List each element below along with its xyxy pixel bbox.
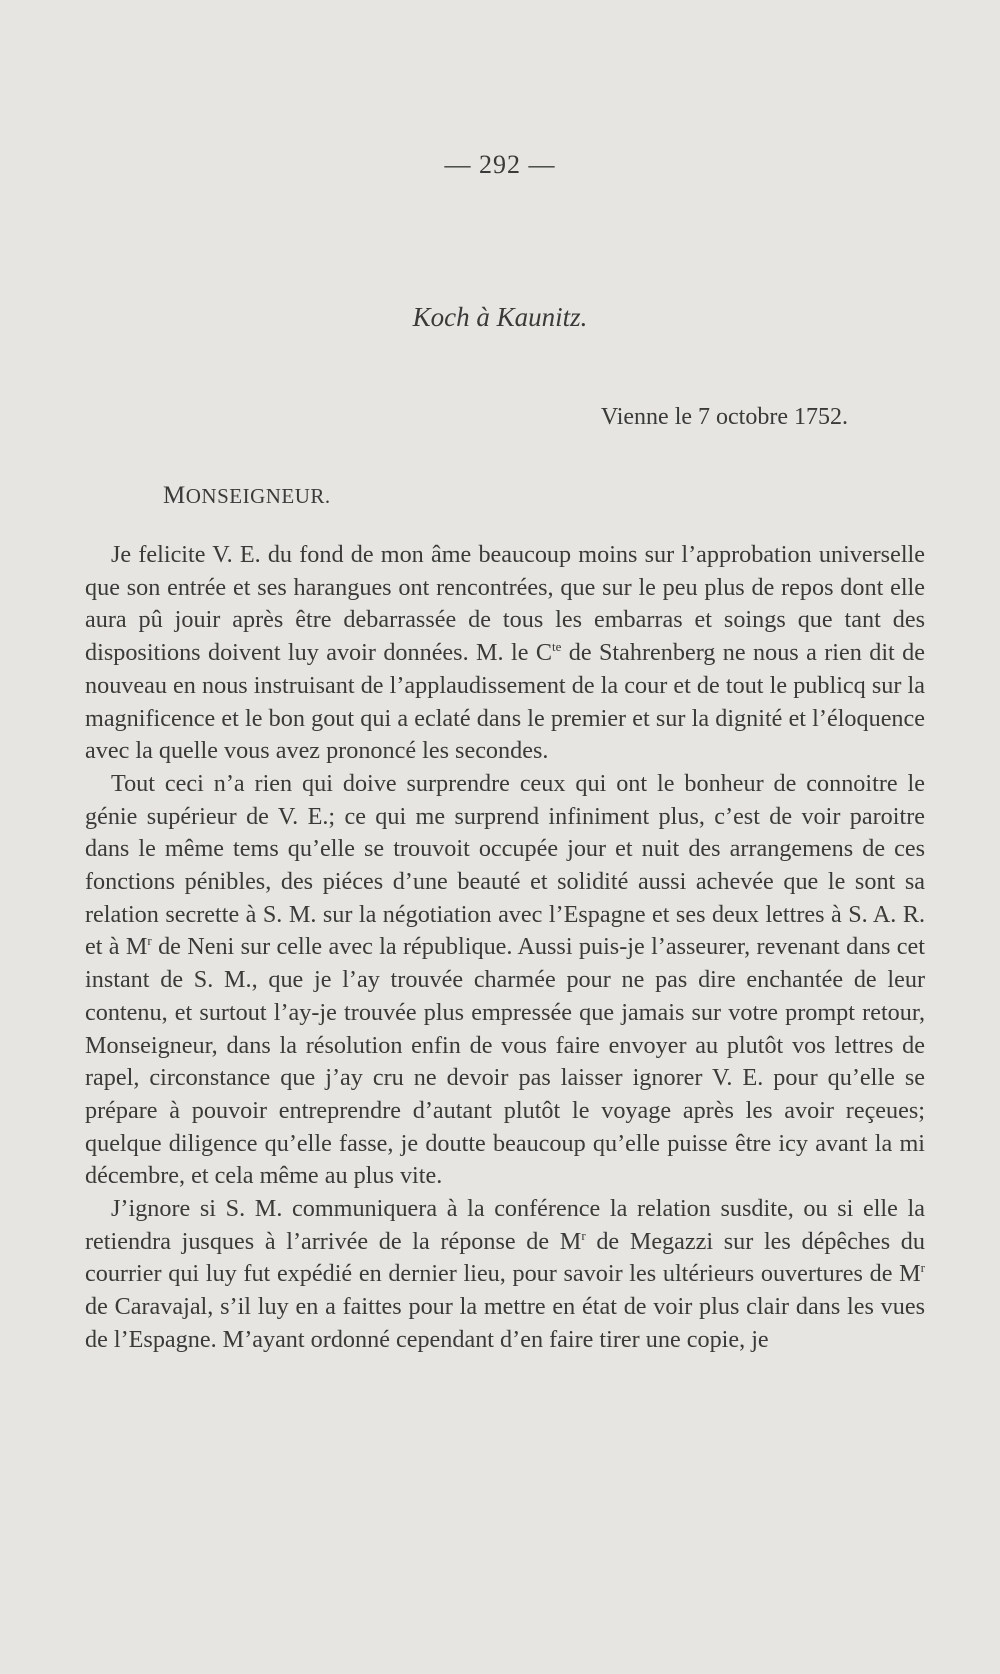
text-run: J’ignore si S. M. communiquera à la conférence la relation susdite, ou si elle la retiendra jusques à l’arrivée de la réponse de M (85, 1195, 925, 1255)
salutation-initial: M (163, 482, 186, 509)
page-number: — 292 — (444, 150, 556, 179)
salutation-rest: ONSEIGNEUR. (185, 484, 331, 508)
paragraph (85, 768, 925, 1193)
superscript: r (920, 1260, 925, 1276)
dateline: Vienne le 7 octobre 1752. (600, 404, 848, 430)
superscript: te (551, 639, 562, 655)
salutation (163, 482, 331, 510)
text-run: Je felicite V. E. du fond de mon âme beaucoup moins sur l’approbation universelle que son entrée et ses harangues ont rencontrées, que sur le peu plus de repos dont elle aura pû jouir après être debarrassée de tous les embarras et soings que tant des dispositions doivent luy avoir données. M. le C (85, 541, 925, 667)
text-run: de Neni sur celle avec la république. Aussi puis-je l’asseurer, revenant dans cet instant de S. M., que je l’ay trouvée charmée pour ne pas dire enchantée de leur contenu, et surtout l’ay-je trouvée plus empressée que jamais sur votre prompt retour, Monseigneur, dans la résolution enfin de vous faire envoyer au plutôt vos lettres de rapel, circonstance que j’ay cru ne devoir pas laisser ignorer V. E. pour qu’elle se prépare à pouvoir entreprendre d’autant plutôt le voyage après les avoir reçeues; quelque diligence qu’elle fasse, je doutte beaucoup qu’elle puisse être icy avant la mi décembre, et cela même au plus vite. (85, 933, 925, 1190)
letter-body (85, 539, 925, 1357)
superscript: r (581, 1227, 586, 1243)
text-run: de Caravajal, s’il luy en a faittes pour la mettre en état de voir plus clair dans les vues de l’Espagne. M’ayant ordonné cependant d’en faire tirer une copie, je (85, 1293, 925, 1353)
text-run: de Megazzi sur les dépêches du courrier qui luy fut expédié en dernier lieu, pour savoir les ultérieurs ouvertures de M (85, 1227, 925, 1288)
text-run: Tout ceci n’a rien qui doive surprendre ceux qui ont le bonheur de connoitre le génie supérieur de V. E.; ce qui me surprend infiniment plus, c’est de voir paroitre dans le même tems qu’elle se trouvoit occupée jour et nuit des arrangemens de ces fonctions pénibles, des piéces d’une beauté et solidité aussi achevée que le sont sa relation secrette à S. M. sur la négotiation avec l’Espagne et ses deux lettres à S. A. R. et à M (85, 769, 925, 961)
superscript: r (147, 933, 152, 949)
letter-title: Koch à Kaunitz. (412, 302, 588, 332)
text-run: de Stahrenberg ne nous a rien dit de nouveau en nous instruisant de l’applaudissement de la cour et de tout le publicq sur la magnificence et le bon gout qui a eclaté dans le premier et sur la dignité et l’éloquence avec la quelle vous avez prononcé les secondes. (85, 639, 925, 765)
paragraph (85, 539, 925, 768)
paragraph (85, 1193, 925, 1357)
